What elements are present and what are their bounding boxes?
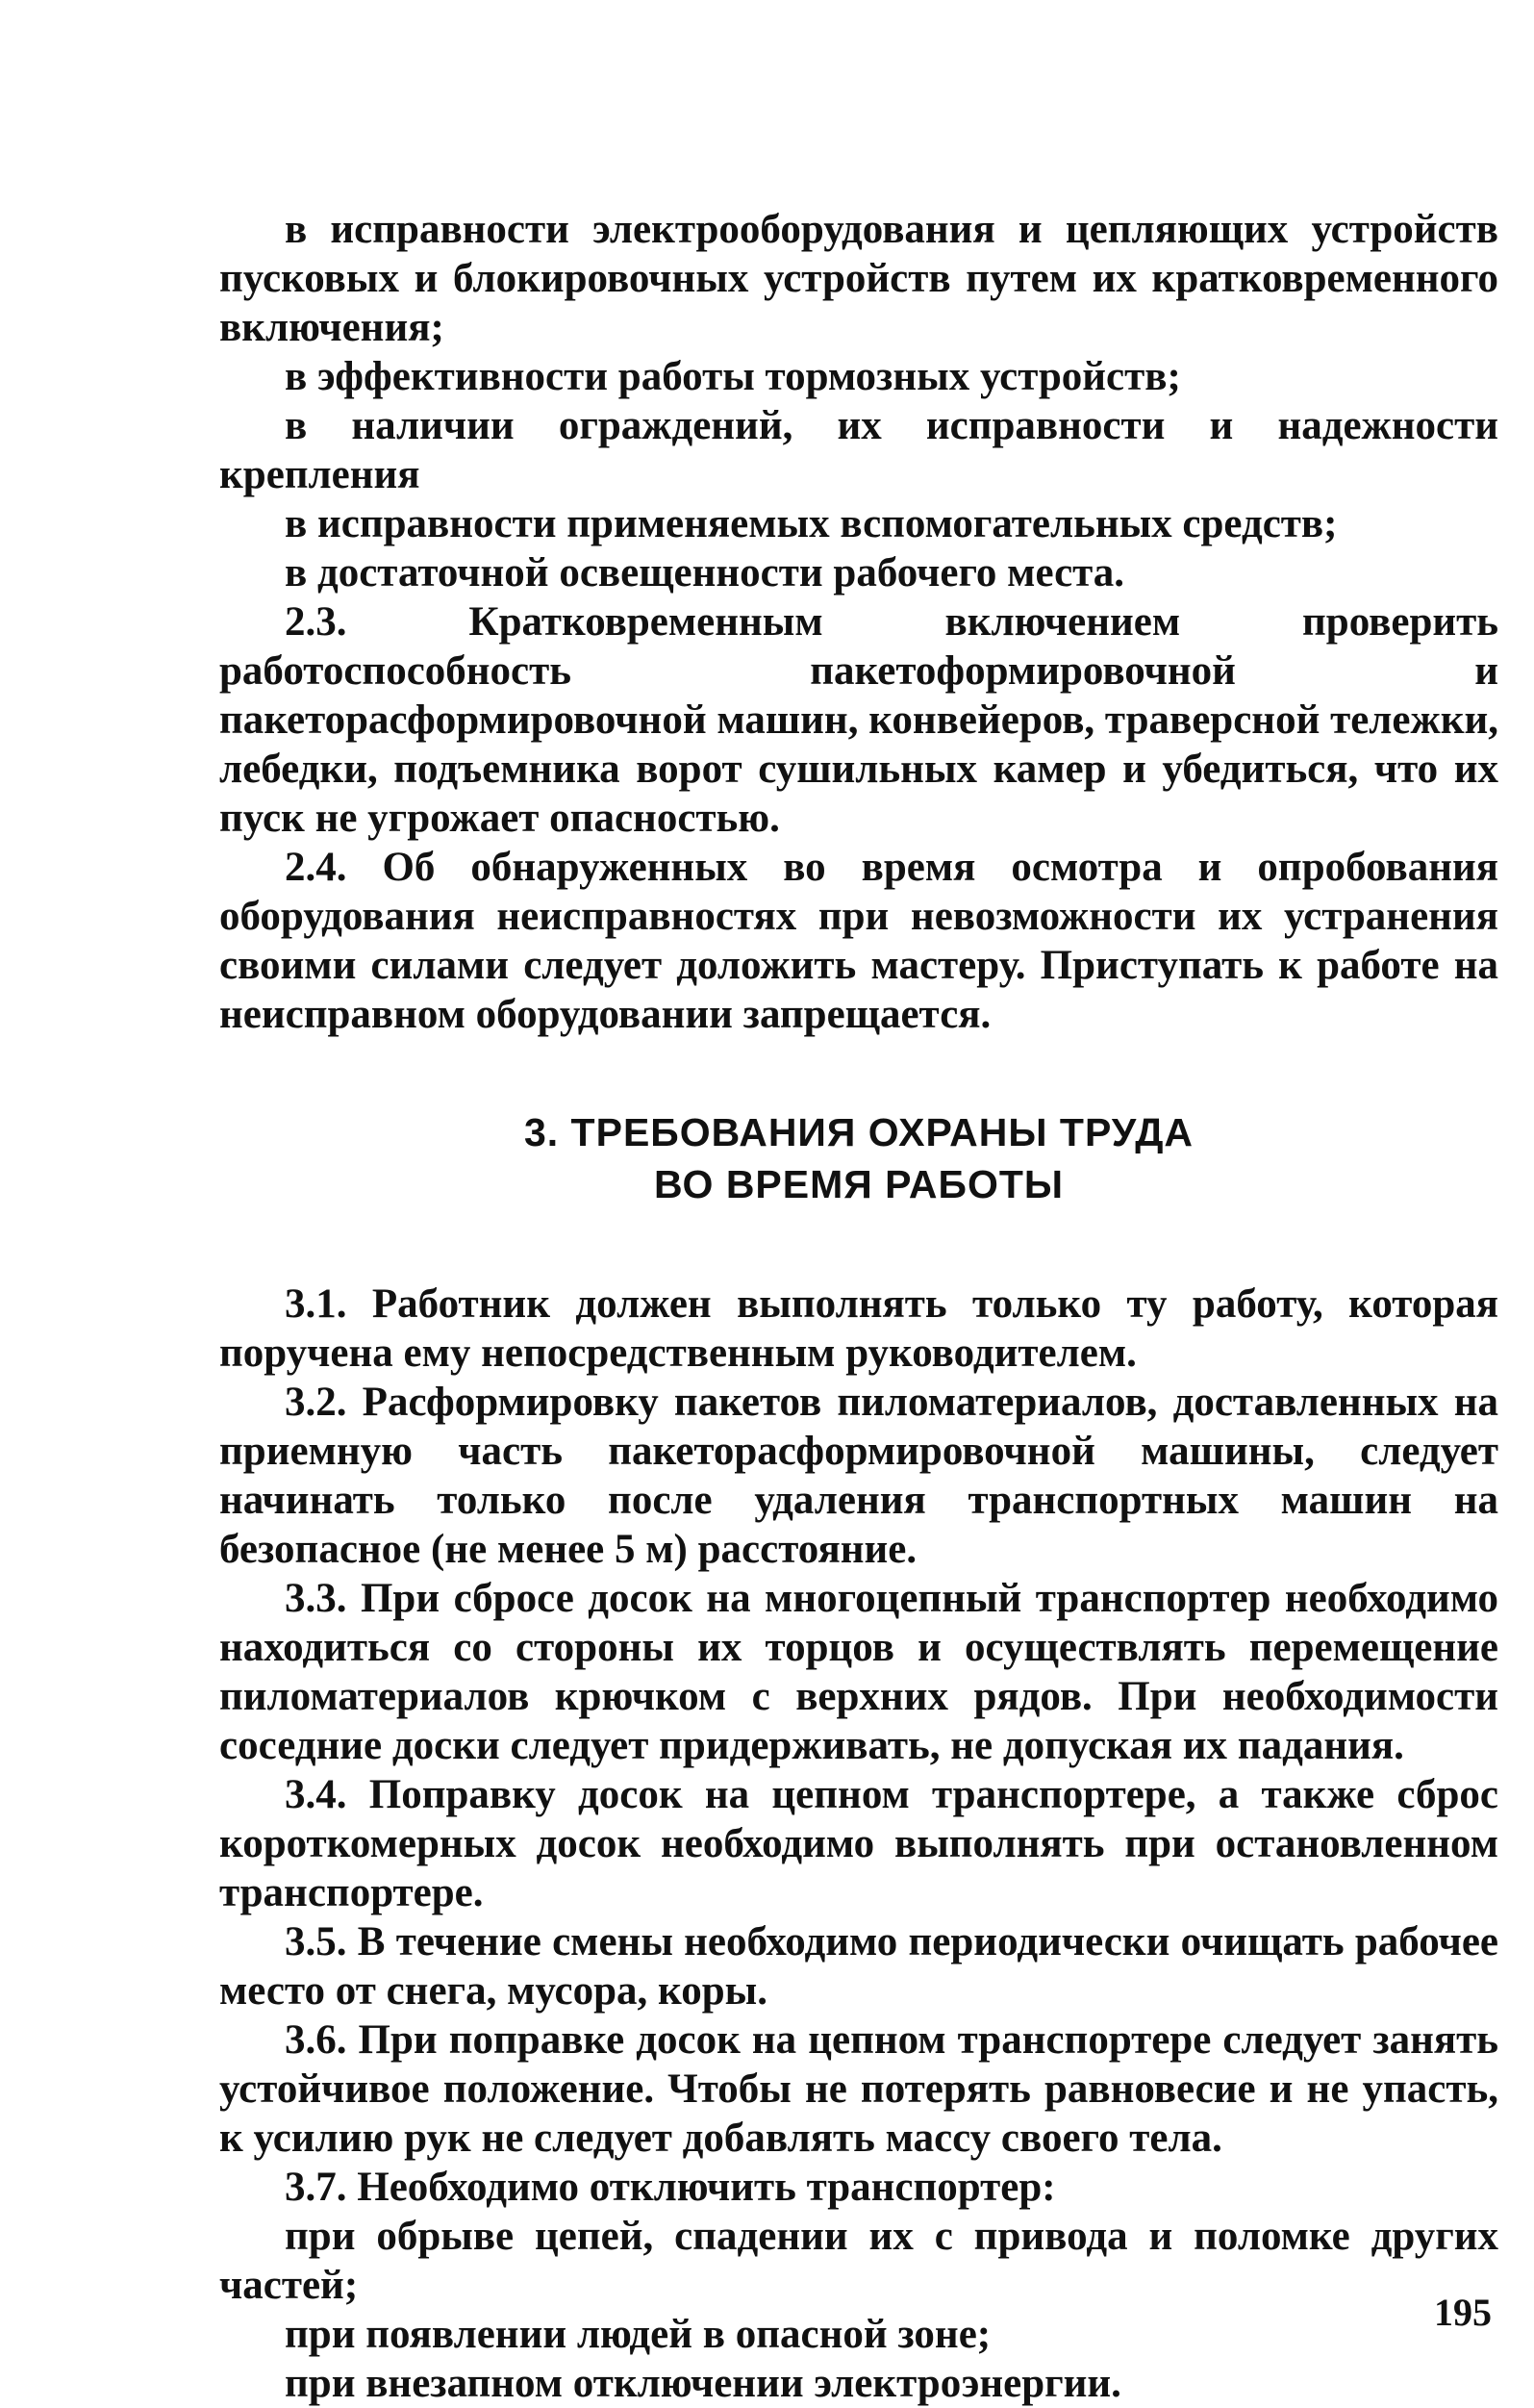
stop-condition-chain-break: при обрыве цепей, спадении их с привода и поломке других частей; xyxy=(219,2214,1498,2308)
clause-text: Кратковременным включением проверить работоспособность пакетоформировочной и пакеторасформировочной машин, конвейеров, траверсной тележки, лебедки, подъемника ворот сушильных камер и убедиться, что их пуск не угрожает опасностью. xyxy=(219,599,1498,841)
clause-3-2 xyxy=(219,1378,1498,1574)
clause-2-3 xyxy=(219,597,1498,843)
clause-number: 3.4. xyxy=(285,1772,347,1817)
clause-number: 3.6. xyxy=(285,2017,347,2063)
stop-condition-people-in-zone: при появлении людей в опасной зоне; xyxy=(285,2312,992,2357)
clause-number: 3.3. xyxy=(285,1576,347,1621)
clause-number: 3.2. xyxy=(285,1380,347,1425)
clause-text: При сбросе досок на многоцепный транспортер необходимо находиться со стороны их торцов и осуществлять перемещение пиломатериалов крючком с верхних рядов. При необходимости соседние доски следует придерживать, не допуская их падания. xyxy=(219,1576,1499,1768)
clause-text: Об обнаруженных во время осмотра и опробования оборудования неисправностях при невозможности их устранения своими силами следует доложить мастеру. Приступать к работе на неисправном оборудовании запрещается. xyxy=(219,845,1499,1037)
check-item-brakes: в эффективности работы тормозных устройств; xyxy=(285,354,1181,399)
check-item-electrical: в исправности электрооборудования и цепляющих устройств пусковых и блокировочных устройств путем их кратковременного включения; xyxy=(219,207,1498,350)
stop-condition-power-loss: при внезапном отключении электроэнергии. xyxy=(285,2361,1121,2406)
page-number: 195 xyxy=(1434,2291,1492,2334)
clause-text: Работник должен выполнять только ту работу, которая поручена ему непосредственным руководителем. xyxy=(219,1281,1498,1376)
clause-text: Расформировку пакетов пиломатериалов, доставленных на приемную часть пакеторасформировочной машины, следует начинать только после удаления транспортных машин на безопасное (не менее 5 м) расстояние. xyxy=(219,1380,1499,1572)
clause-2-4 xyxy=(219,843,1498,1039)
section-heading-line-2: ВО ВРЕМЯ РАБОТЫ xyxy=(653,1162,1065,1206)
clause-number: 3.5. xyxy=(285,1919,347,1964)
check-item-guards: в наличии ограждений, их исправности и надежности крепления xyxy=(219,403,1498,497)
section-heading-line-1: 3. ТРЕБОВАНИЯ ОХРАНЫ ТРУДА xyxy=(523,1110,1195,1154)
clause-number: 3.1. xyxy=(285,1281,347,1327)
check-item-lighting: в достаточной освещенности рабочего места. xyxy=(285,550,1125,596)
clause-number: 2.3. xyxy=(285,599,347,645)
check-item-auxiliary: в исправности применяемых вспомогательных средств; xyxy=(285,501,1338,546)
clause-3-6 xyxy=(219,2015,1498,2163)
clause-number: 3.7. xyxy=(285,2165,347,2210)
clause-text: В течение смены необходимо периодически очищать рабочее место от снега, мусора, коры. xyxy=(219,1919,1498,2014)
document-page xyxy=(219,205,1498,2408)
clause-text: Необходимо отключить транспортер: xyxy=(357,2165,1056,2210)
clause-number: 2.4. xyxy=(285,845,347,890)
clause-3-5 xyxy=(219,1917,1498,2015)
clause-3-3 xyxy=(219,1574,1498,1770)
clause-text: При поправке досок на цепном транспортере следует занять устойчивое положение. Чтобы не потерять равновесие и не упасть, к усилию рук не следует добавлять массу своего тела. xyxy=(219,2017,1499,2161)
clause-3-1 xyxy=(219,1280,1498,1378)
clause-3-4 xyxy=(219,1770,1498,1917)
clause-text: Поправку досок на цепном транспортере, а также сброс короткомерных досок необходимо выполнять при остановленном транспортере. xyxy=(219,1772,1499,1915)
clause-3-7 xyxy=(219,2163,1498,2212)
